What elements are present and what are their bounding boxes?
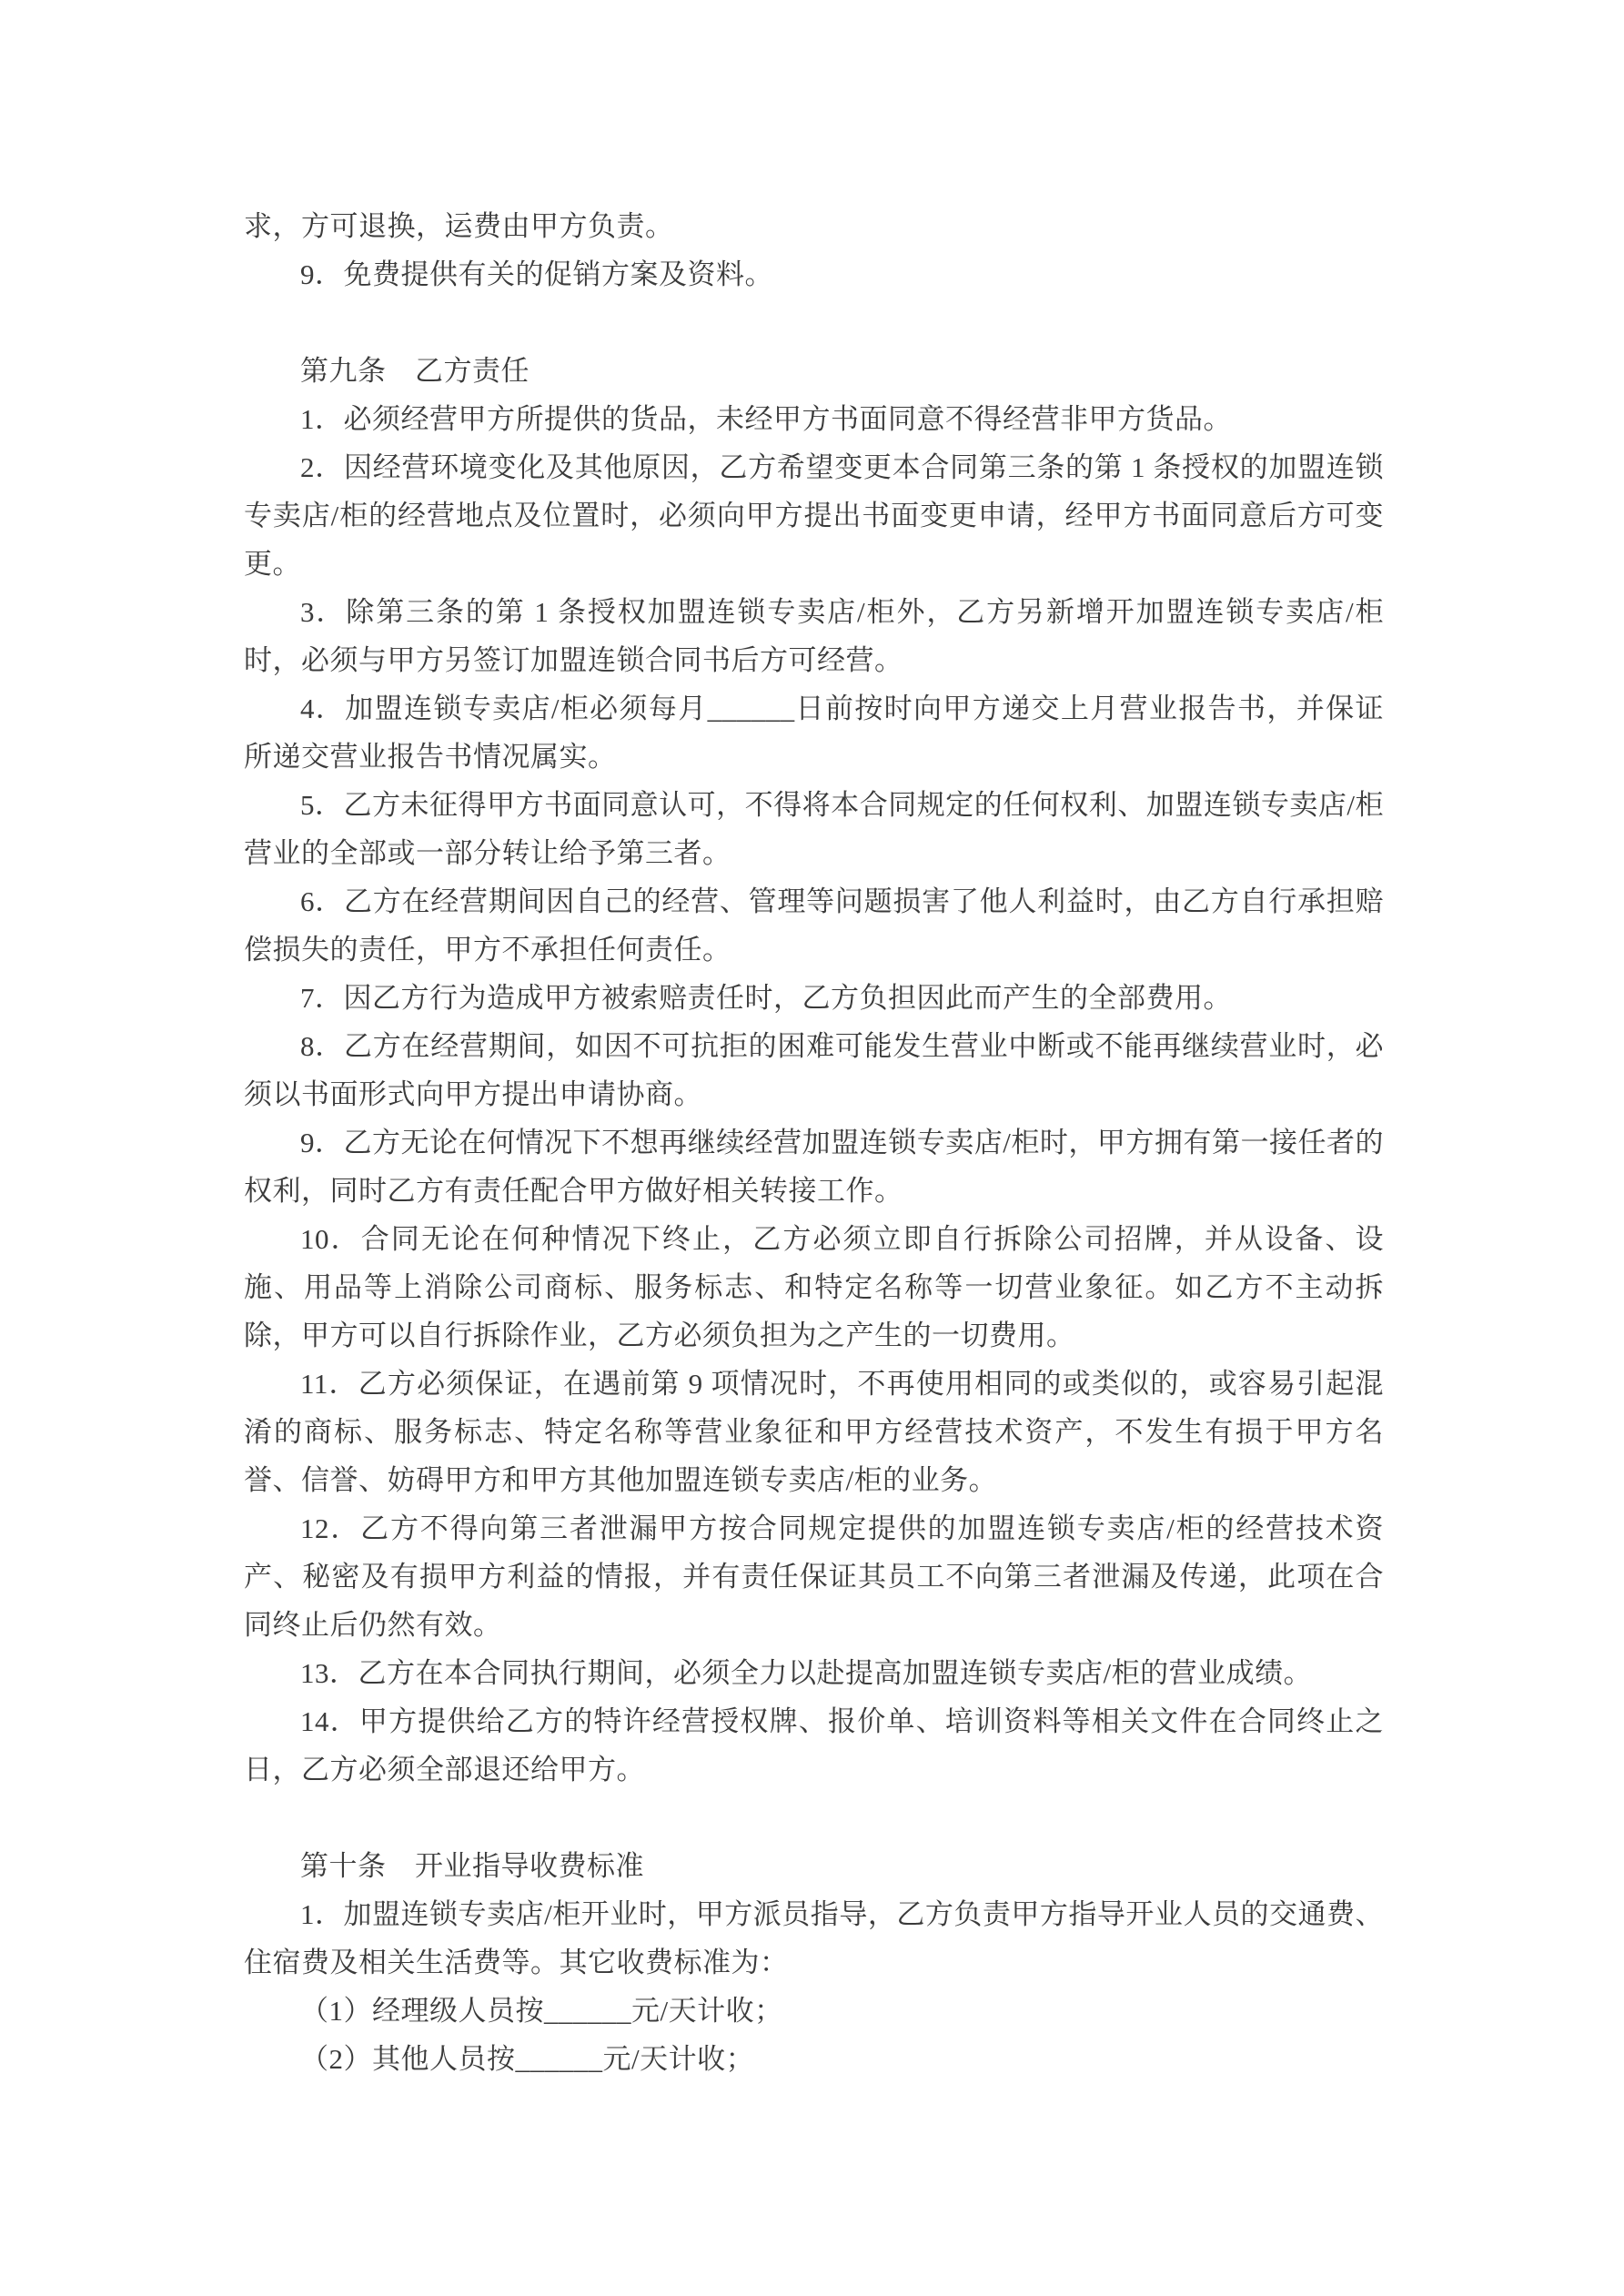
paragraph-spacer <box>244 298 1384 347</box>
paragraph: 9．乙方无论在何情况下不想再继续经营加盟连锁专卖店/柜时，甲方拥有第一接任者的权利，同时乙方有责任配合甲方做好相关转接工作。 <box>244 1127 1384 1207</box>
paragraph: 13．乙方在本合同执行期间，必须全力以赴提高加盟连锁专卖店/柜的营业成绩。 <box>300 1657 1313 1689</box>
section-heading: 第九条 乙方责任 <box>300 355 530 387</box>
paragraph: 求，方可退换，运费由甲方负责。 <box>244 210 674 242</box>
paragraph: （2）其他人员按______元/天计收； <box>300 2043 755 2075</box>
paragraph: 8．乙方在经营期间，如因不可抗拒的困难可能发生营业中断或不能再继续营业时，必须以书面形式向甲方提出申请协商。 <box>244 1030 1384 1110</box>
paragraph: 1．必须经营甲方所提供的货品，未经甲方书面同意不得经营非甲方货品。 <box>300 403 1232 435</box>
paragraph: 7．因乙方行为造成甲方被索赔责任时，乙方负担因此而产生的全部费用。 <box>300 982 1232 1014</box>
paragraph: 10．合同无论在何种情况下终止，乙方必须立即自行拆除公司招牌，并从设备、设施、用品等上消除公司商标、服务标志、和特定名称等一切营业象征。如乙方不主动拆除，甲方可以自行拆除作业，乙方必须负担为之产生的一切费用。 <box>244 1223 1384 1351</box>
document-body <box>244 202 1384 2083</box>
paragraph: 14．甲方提供给乙方的特许经营授权牌、报价单、培训资料等相关文件在合同终止之日，乙方必须全部退还给甲方。 <box>244 1705 1384 1785</box>
paragraph: 4．加盟连锁专卖店/柜必须每月______日前按时向甲方递交上月营业报告书，并保证所递交营业报告书情况属实。 <box>244 693 1384 773</box>
paragraph: （1）经理级人员按______元/天计收； <box>300 1995 783 2027</box>
paragraph: 9．免费提供有关的促销方案及资料。 <box>300 258 773 290</box>
paragraph: 1．加盟连锁专卖店/柜开业时，甲方派员指导，乙方负责甲方指导开业人员的交通费、住宿费及相关生活费等。其它收费标准为： <box>244 1898 1384 1978</box>
paragraph: 12．乙方不得向第三者泄漏甲方按合同规定提供的加盟连锁专卖店/柜的经营技术资产、秘密及有损甲方利益的情报，并有责任保证其员工不向第三者泄漏及传递，此项在合同终止后仍然有效。 <box>244 1512 1384 1641</box>
paragraph: 6．乙方在经营期间因自己的经营、管理等问题损害了他人利益时，由乙方自行承担赔偿损失的责任，甲方不承担任何责任。 <box>244 885 1384 966</box>
paragraph-spacer <box>244 1794 1384 1842</box>
section-heading: 第十条 开业指导收费标准 <box>300 1850 644 1882</box>
paragraph: 11．乙方必须保证，在遇前第 9 项情况时，不再使用相同的或类似的，或容易引起混淆的商标、服务标志、特定名称等营业象征和甲方经营技术资产，不发生有损于甲方名誉、信誉、妨碍甲方和甲方其他加盟连锁专卖店/柜的业务。 <box>244 1368 1384 1496</box>
paragraph: 2．因经营环境变化及其他原因，乙方希望变更本合同第三条的第 1 条授权的加盟连锁专卖店/柜的经营地点及位置时，必须向甲方提出书面变更申请，经甲方书面同意后方可变更。 <box>244 451 1384 580</box>
paragraph: 3．除第三条的第 1 条授权加盟连锁专卖店/柜外，乙方另新增开加盟连锁专卖店/柜时，必须与甲方另签订加盟连锁合同书后方可经营。 <box>244 596 1384 676</box>
paragraph: 5．乙方未征得甲方书面同意认可，不得将本合同规定的任何权利、加盟连锁专卖店/柜营业的全部或一部分转让给予第三者。 <box>244 789 1384 869</box>
